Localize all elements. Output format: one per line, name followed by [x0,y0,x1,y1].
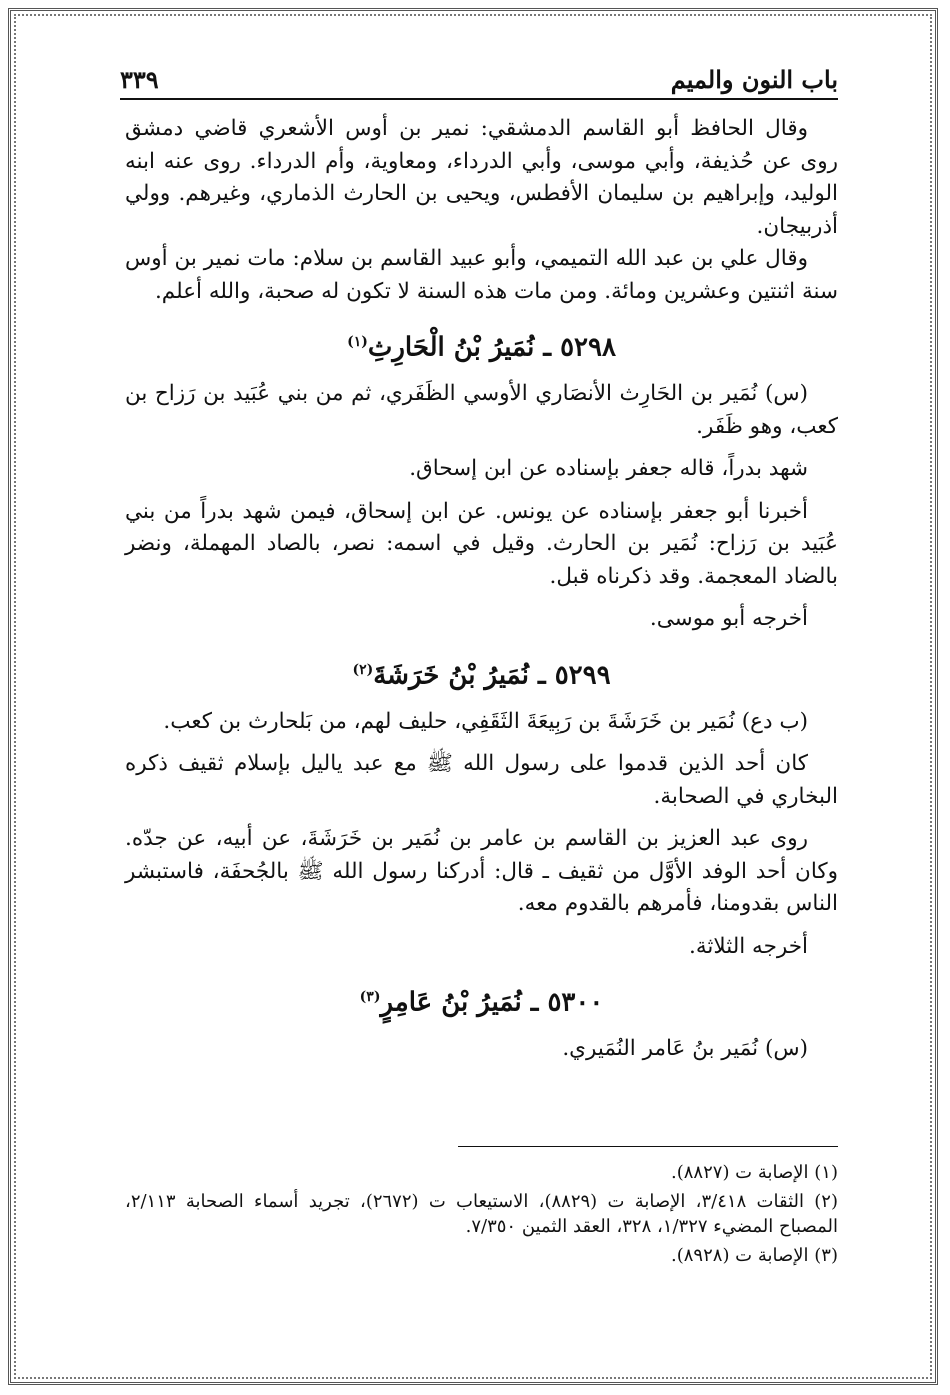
paragraph: أخرجه الثلاثة. [689,933,808,959]
entry-heading-5298 [125,326,838,364]
footnote-2: (٢) الثقات ٣/٤١٨، الإصابة ت (٨٨٢٩)، الاستيعاب ت (٢٦٧٢)، تجريد أسماء الصحابة ٢/١١٣، المصباح المضيء ١/٣٢٧، ٣٢٨، العقد الثمين ٧/٣٥٠. [125,1191,838,1237]
footnote-marker: (٢) [352,661,374,678]
entry-title: ٥٣٠٠ ـ نُمَيرُ بْنُ عَامِرٍ [380,987,604,1018]
footnotes [125,1160,838,1272]
footnote-marker: (١) [347,334,368,350]
paragraph: (س) نُمَير بنُ عَامر النُمَيري. [562,1036,808,1062]
paragraph: (ب دع) نُمَير بن خَرَشَةَ بن رَبِيعَةَ الثَقَفِي، حليف لهم، من بَلحارث بن كعب. [163,708,808,734]
running-header [120,60,838,100]
paragraph: (س) نُمَير بن الحَارِث الأنصَاري الأوسي الظَفَري، ثم من بني عُبَيد بن رَزاح بن كعب، وهو ظَفَر. [125,381,838,439]
entry-title: ٥٢٩٨ ـ نُمَيرُ بْنُ الْحَارِثِ [367,332,616,363]
entry-heading-5299 [125,654,838,692]
main-text [125,113,838,1066]
paragraph: روى عبد العزيز بن القاسم بن عامر بن نُمَير بن خَرَشَةَ، عن أبيه، عن جدّه. وكان أحد الوفد الأوَّل من ثقيف ـ قال: أدركنا رسول الله ﷺ بالجُحفَة، فاستبشر الناس بقدومنا، فأمرهم بالقدوم معه. [125,826,838,917]
paragraph: وقال الحافظ أبو القاسم الدمشقي: نمير بن أوس الأشعري قاضي دمشق روى عن حُذيفة، وأبي موسى، وأبي الدرداء، ومعاوية، وأم الدرداء. روى عنه ابنه الوليد، وإبراهيم بن سليمان الأفطس، ويحيى بن الحارث الذماري، وغيرهم. وولي أذربيجان. [125,116,838,239]
paragraph: كان أحد الذين قدموا على رسول الله ﷺ مع عبد ياليل بإسلام ثقيف ذكره البخاري في الصحابة. [125,751,838,809]
footnote-1: (١) الإصابة ت (٨٨٢٧). [671,1162,838,1183]
footnote-divider [458,1146,838,1147]
paragraph: شهد بدراً، قاله جعفر بإسناده عن ابن إسحاق. [409,456,808,482]
chapter-title: باب النون والميم [670,65,838,94]
page-number: ٣٣٩ [120,65,159,94]
entry-heading-5300 [125,981,838,1019]
footnote-marker: (٣) [359,989,381,1006]
entry-title: ٥٢٩٩ ـ نُمَيرُ بْنُ خَرَشَةَ [373,660,611,691]
paragraph: أخرجه أبو موسى. [649,606,808,632]
footnote-3: (٣) الإصابة ت (٨٩٢٨). [671,1245,838,1266]
paragraph: أخبرنا أبو جعفر بإسناده عن يونس. عن ابن إسحاق، فيمن شهد بدراً من بني عُبَيد بن رَزاح: نُمَير بن الحارث. وقيل في اسمه: نصر، بالصاد المهملة، ونضر بالضاد المعجمة. وقد ذكرناه قبل. [125,498,838,589]
paragraph: وقال علي بن عبد الله التميمي، وأبو عبيد القاسم بن سلام: مات نمير بن أوس سنة اثنتين وعشرين ومائة. ومن مات هذه السنة لا تكون له صحبة، والله أعلم. [125,246,838,304]
